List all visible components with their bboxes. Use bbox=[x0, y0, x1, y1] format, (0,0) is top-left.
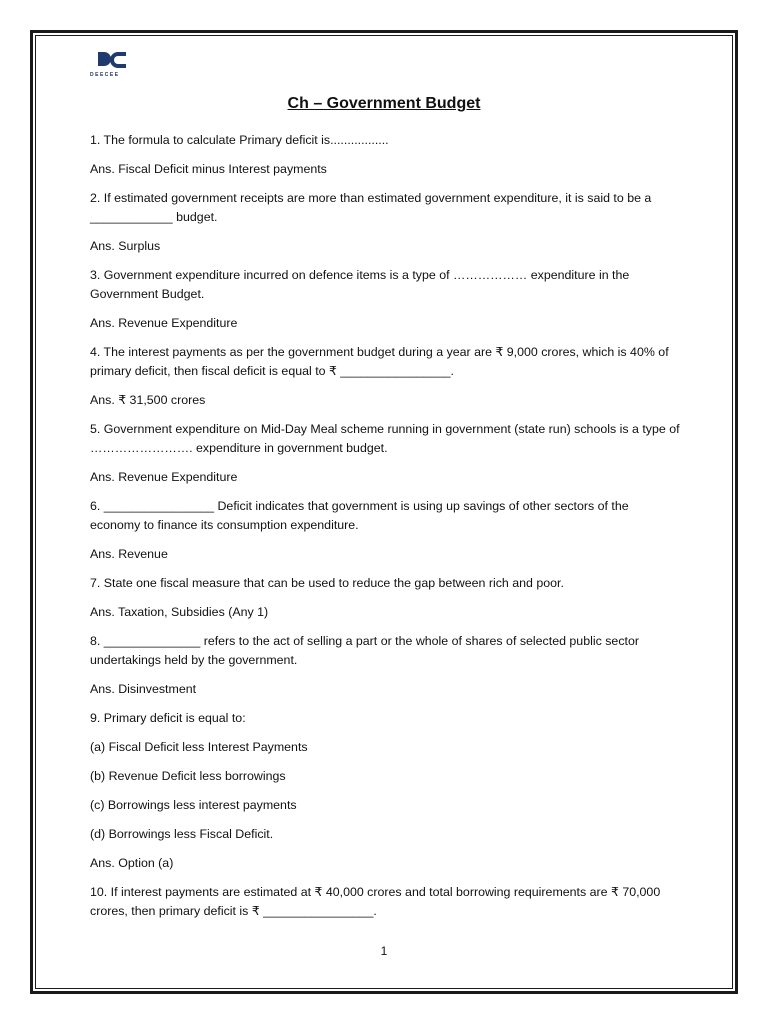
question-9: 9. Primary deficit is equal to: bbox=[90, 711, 246, 725]
answer-5: Ans. Revenue Expenditure bbox=[90, 470, 238, 484]
question-6: 6. ________________ Deficit indicates that government is using up savings of other sectors of the economy to finance its consumption expenditure. bbox=[90, 499, 629, 532]
question-3: 3. Government expenditure incurred on defence items is a type of ……………… expenditure in the Government Budget. bbox=[90, 268, 630, 301]
option-b: (b) Revenue Deficit less borrowings bbox=[90, 769, 286, 783]
answer-7: Ans. Taxation, Subsidies (Any 1) bbox=[90, 605, 269, 619]
document-title: Ch – Government Budget bbox=[287, 95, 481, 112]
question-list bbox=[90, 131, 680, 931]
question-1: 1. The formula to calculate Primary deficit is................. bbox=[90, 133, 389, 147]
page-number: 1 bbox=[380, 944, 388, 958]
option-d: (d) Borrowings less Fiscal Deficit. bbox=[90, 827, 274, 841]
question-2: 2. If estimated government receipts are more than estimated government expenditure, it is said to be a ____________ budget. bbox=[90, 191, 652, 224]
answer-2: Ans. Surplus bbox=[90, 239, 161, 253]
question-8: 8. ______________ refers to the act of selling a part or the whole of shares of selected public sector undertakings held by the government. bbox=[90, 634, 639, 667]
question-5: 5. Government expenditure on Mid-Day Meal scheme running in government (state run) schools is a type of ……………………. expenditure in government budget. bbox=[90, 422, 680, 455]
answer-9: Ans. Option (a) bbox=[90, 856, 174, 870]
option-a: (a) Fiscal Deficit less Interest Payments bbox=[90, 740, 308, 754]
answer-3: Ans. Revenue Expenditure bbox=[90, 316, 238, 330]
question-7: 7. State one fiscal measure that can be used to reduce the gap between rich and poor. bbox=[90, 576, 564, 590]
answer-8: Ans. Disinvestment bbox=[90, 682, 197, 696]
logo-caption: DEECEE bbox=[90, 72, 120, 78]
answer-1: Ans. Fiscal Deficit minus Interest payments bbox=[90, 162, 327, 176]
answer-4: Ans. ₹ 31,500 crores bbox=[90, 393, 206, 407]
option-c: (c) Borrowings less interest payments bbox=[90, 798, 297, 812]
answer-6: Ans. Revenue bbox=[90, 547, 168, 561]
question-4: 4. The interest payments as per the government budget during a year are ₹ 9,000 crores, which is 40% of primary deficit, then fiscal deficit is equal to ₹ ________________. bbox=[90, 345, 669, 378]
question-10: 10. If interest payments are estimated at ₹ 40,000 crores and total borrowing requirements are ₹ 70,000 crores, then primary deficit is ₹ ________________. bbox=[90, 885, 661, 918]
